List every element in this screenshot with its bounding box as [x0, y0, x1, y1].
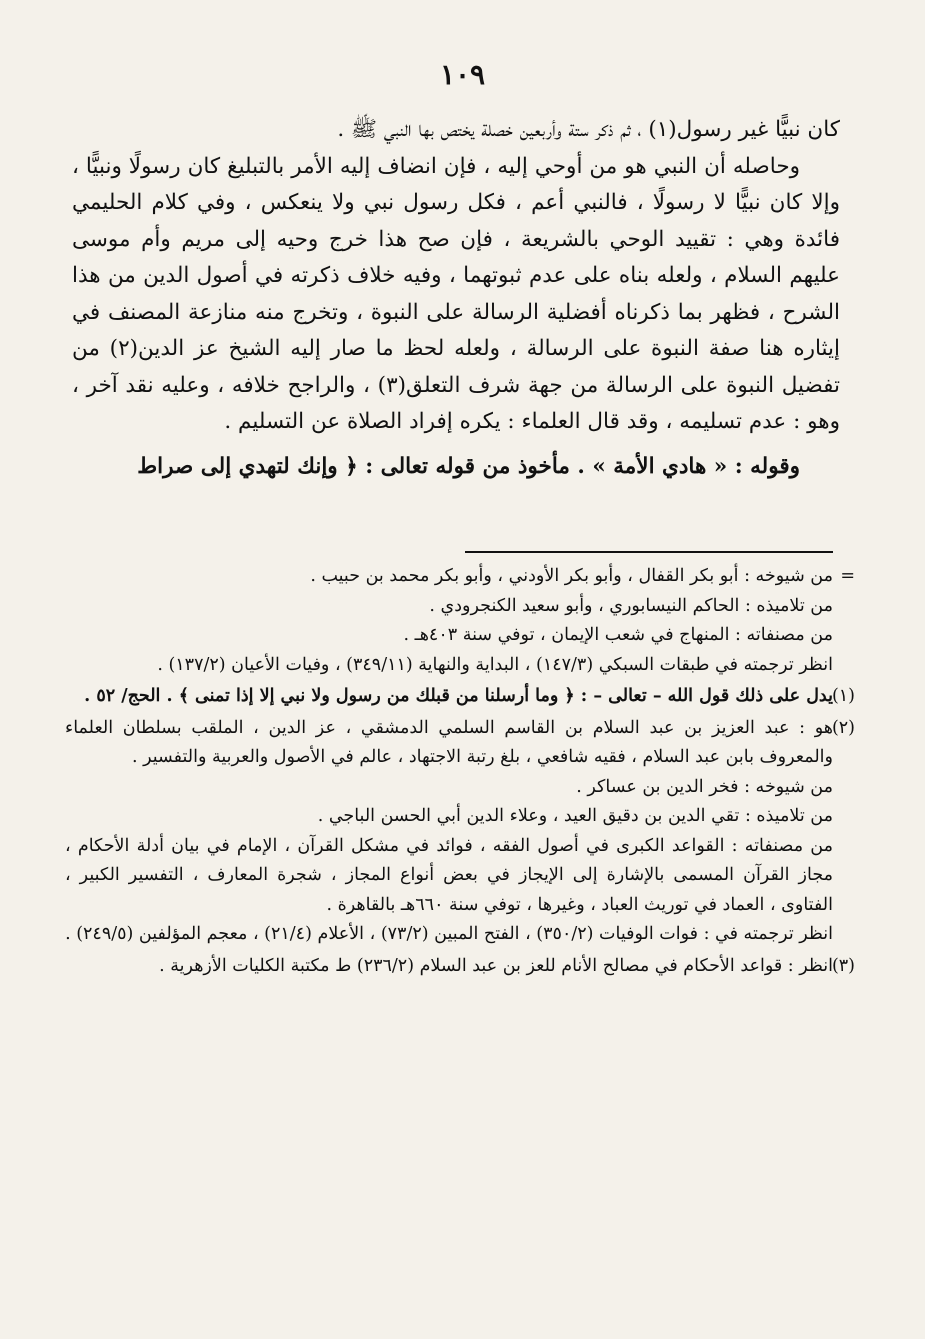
footnote-marker: = [840, 566, 855, 586]
footnotes-section [65, 562, 855, 983]
footnote-3 [65, 952, 855, 982]
footnote-line: هو : عبد العزيز بن عبد السلام بن القاسم السلمي الدمشقي ، عز الدين ، الملقب بسلطان العلماء والمعروف بابن عبد السلام ، فقيه شافعي ، بلغ رتبة الاجتهاد ، عالم في الأصول والعربية والتفسير . [65, 717, 833, 767]
footnote-continuation [65, 562, 855, 680]
footnote-divider [465, 551, 833, 553]
body-paragraph: وحاصله أن النبي هو من أوحي إليه ، فإن انضاف إليه الأمر بالتبليغ كان رسولًا ونبيًّا ، وإلا كان نبيًّا لا رسولًا ، فالنبي أعم ، فكل رسول نبي ولا ينعكس ، وفي كلام الحليمي فائدة وهي : تقييد الوحي بالشريعة ، فإن صح هذا خرج وحيه إلى مريم وأم موسى عليهم السلام ، ولعله بناه على عدم ثبوتهما ، وفيه خلاف ذكرته في أصول الدين من هذا الشرح ، فظهر بما ذكرناه أفضلية الرسالة على النبوة ، وتخرج منه منازعة المصنف في إيثاره هنا صفة النبوة على الرسالة ، ولعله لحظ ما صار إليه الشيخ عز الدين(٢) من تفضيل النبوة على الرسالة من جهة شرف التعلق(٣) ، والراجح خلافه ، وعليه نقد آخر ، وهو : عدم تسليمه ، وقد قال العلماء : يكره إفراد الصلاة عن التسليم . [72, 153, 840, 434]
footnote-2 [65, 714, 855, 950]
footnote-line: انظر : قواعد الأحكام في مصالح الأنام للعز بن عبد السلام (٢٣٦/٢) ط مكتبة الكليات الأزهرية . [159, 955, 833, 976]
footnote-marker: (٢) [831, 717, 855, 738]
footnote-line: انظر ترجمته في طبقات السبكي (١٤٧/٣) ، البداية والنهاية (٣٤٩/١١) ، وفيات الأعيان (١٣٧/٢) . [157, 654, 833, 675]
footnote-marker: (٣) [831, 955, 855, 976]
footnote-line: من مصنفاته : القواعد الكبرى في أصول الفقه ، فوائد في مشكل القرآن ، الإمام في بيان أدلة الأحكام ، مجاز القرآن المسمى بالإشارة إلى الإيجاز في بعض أنواع المجاز ، شجرة المعارف ، التفسير الكبير ، الفتاوى ، العماد في توريث العباد ، وغيرها ، توفي سنة ٦٦٠هـ بالقاهرة . [65, 835, 833, 915]
footnote-1 [65, 682, 855, 712]
footnote-line: من شيوخه : أبو بكر القفال ، وأبو بكر الأودني ، وأبو بكر محمد بن حبيب . [310, 566, 833, 586]
footnote-line: من مصنفاته : المنهاج في شعب الإيمان ، توفي سنة ٤٠٣هـ . [403, 625, 833, 645]
footnote-line: انظر ترجمته في : فوات الوفيات (٣٥٠/٢) ، الفتح المبين (٧٣/٢) ، الأعلام (٢١/٤) ، معجم المؤلفين (٢٤٩/٥) . [65, 924, 833, 944]
footnote-line: يدل على ذلك قول الله – تعالى – : ﴿ وما أرسلنا من قبلك من رسول ولا نبي إلا إذا تمنى ﴾ . الحج/ ٥٢ . [84, 686, 833, 706]
main-text [72, 112, 840, 485]
body-paragraph: وقوله : « هادي الأمة » . مأخوذ من قوله تعالى : ﴿ وإنك لتهدي إلى صراط [137, 453, 800, 479]
footnote-line: من شيوخه : فخر الدين بن عساكر . [576, 776, 833, 797]
footnote-line: من تلاميذه : الحاكم النيسابوري ، وأبو سعيد الكنجرودي . [429, 595, 833, 616]
body-paragraph: كان نبيًّا غير رسول(١) ، ثم ذكر ستة وأربعين خصلة يختص بها النبي ﷺ . [337, 117, 840, 142]
footnote-line: من تلاميذه : تقي الدين بن دقيق العيد ، وعلاء الدين أبي الحسن الباجي . [317, 806, 833, 826]
footnote-marker: (١) [831, 686, 855, 706]
page-number: ١٠٩ [439, 58, 486, 91]
